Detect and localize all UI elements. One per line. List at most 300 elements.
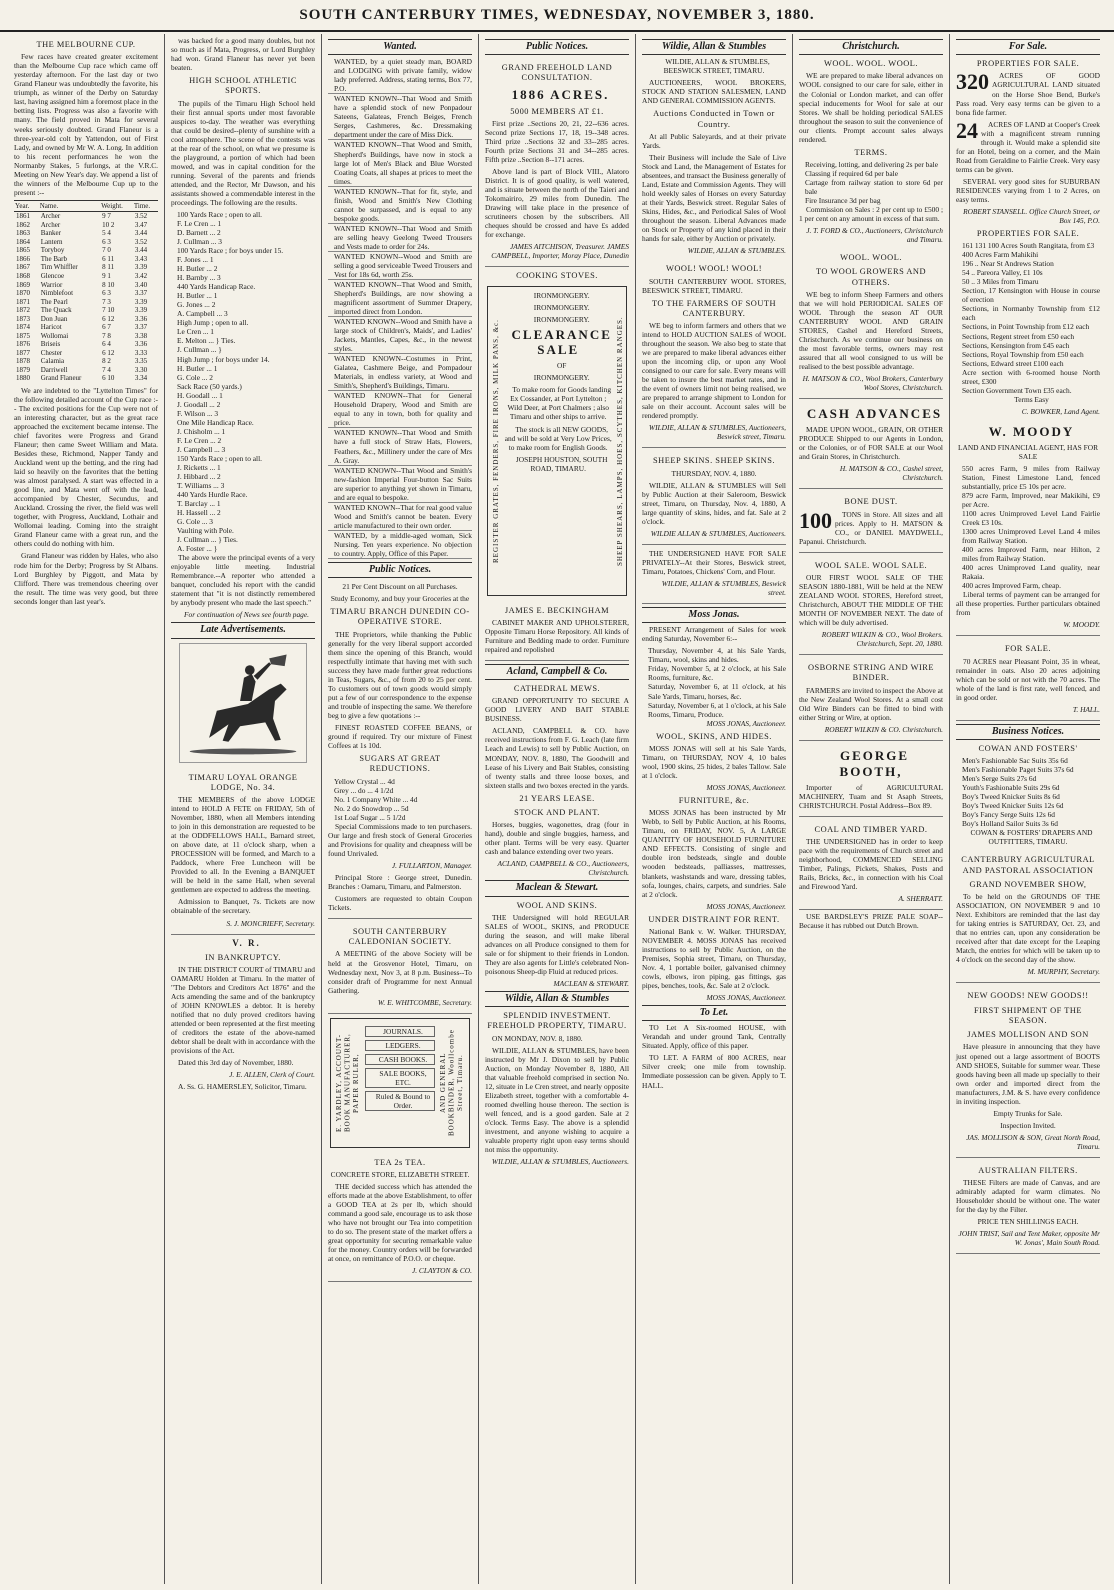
- terms-line: Classing if required 6d per bale: [805, 168, 898, 178]
- sports-results: [171, 210, 315, 553]
- table-row: [14, 374, 158, 383]
- table-cell: 1868: [16, 272, 30, 280]
- ad-body: To make room for Goods landing Ex Cossander, at Port Lyttelton ; Wild Deer, at Port Chalmers ; also Timaru and other ships to arrive.: [507, 385, 612, 422]
- table-cell: Lantern: [40, 237, 63, 246]
- table-cell: 1862: [16, 220, 30, 229]
- price-line: Yellow Crystal ... 4d: [334, 776, 395, 786]
- table-cell: 6 12: [102, 314, 115, 323]
- table-row: [14, 332, 158, 341]
- price-line: Men's Fashionable Paget Suits 37s 6d: [962, 765, 1074, 775]
- ad-body: THE Proprietors, while thanking the Public generally for the very liberal support accorded them since the opening of this Branch, would respectfully intimate that having met with such success they have made further great reductions in Teas, Sugars, &c., of from 20 to 25 per cent. To customers out of town goods would simply put a few of our correspondence to the expense and trouble of inspecting the same. We therefore beg to give a few quotations :--: [328, 629, 472, 720]
- property-line: 400 acres Unimproved Land quality, near Rakaia.: [962, 563, 1100, 582]
- ad-signature: ROBERT STANSELL. Office Church Street, or Box 145, P.O.: [963, 206, 1100, 225]
- table-cell: 7 10: [102, 306, 115, 315]
- stationer-item: JOURNALS.: [365, 1026, 436, 1037]
- table-cell: 1869: [16, 280, 30, 289]
- table-cell: 3.35: [134, 357, 148, 366]
- table-cell: 3.36: [134, 340, 148, 349]
- ad-title: CANTERBURY AGRICULTURAL AND PASTORAL ASSOCIATION: [961, 855, 1095, 875]
- wanted-list: [328, 57, 472, 559]
- price-line: Men's Serge Suits 27s 6d: [962, 774, 1037, 784]
- ad-note: Inspection Invited.: [1000, 1120, 1056, 1130]
- wanted-ad: WANTED KNOWN--Costumes in Print, Galatea, Cashmere Beige, and Pompadour Materials, in endless variety, at Wood and Smith's, Shepherd's Buildings, Timaru.: [328, 354, 472, 391]
- table-header-cell: Weight.: [100, 200, 133, 212]
- wool-sales-ad: [642, 258, 786, 448]
- ad-title: 21 YEARS LEASE.: [519, 793, 595, 803]
- ad-body: WILDIE, ALLAN & STUMBLES, have been instructed by Mr J. Dixon to sell by Public Auction, on Monday November 8, 1880, All that valuable freehold comprised in section No. 12, situate in Le Cren street, and nearly opposite Elizabeth street, together with a comfortable 4-roomed dwelling house thereon. The section is well fenced, and is a good garden. Sale at 2 o'clock. Terms Easy. The above is a splendid investment, and anyone wishing to acquire a valuable property right upon easy terms should not miss the opportunity.: [485, 1045, 629, 1155]
- table-cell: Grand Flaneur: [40, 374, 82, 383]
- column-3: [322, 34, 479, 1584]
- ad-title: TEA 2s TEA.: [374, 1157, 426, 1167]
- table-cell: Chester: [40, 348, 63, 357]
- ad-signature: W. MOODY.: [1063, 620, 1100, 630]
- ad-body: Dated this 3rd day of November, 1880.: [178, 1058, 294, 1068]
- ad-body: TO LET. A FARM of 800 ACRES, near Silver creek; one mile from township. Immediate possession can be given. Apply to T. HALL.: [642, 1053, 786, 1090]
- article-body-2: Grand Flaneur was ridden by Hales, who also rode him for the Derby; Progress by St Albans. Lord Burghley by Piggott, and Mata by Clifford. There was tremendous cheering over the result. The time was very good, but three seconds longer than last year's.: [14, 551, 158, 606]
- ad-body: Liberal terms of payment can be arranged for all these properties. Further particulars obtained from: [956, 590, 1100, 618]
- ad-title: WOOL, SKINS, AND HIDES.: [656, 731, 772, 741]
- table-cell: Darriwell: [40, 365, 68, 374]
- result-line: J. Cullman ... 3: [177, 237, 222, 247]
- ad-body: A MEETING of the above Society will be held at the Grosvenor Hotel, Timaru, on Wednesday next, Nov 3, at 8 p.m. Business--To consider draft of Programme for next Annual Gathering.: [328, 949, 472, 995]
- ad-body: THE Undersigned will hold REGULAR SALES of WOOL, SKINS, and PRODUCE during the season, and will make liberal advances on all Produce consigned to them for sale or for shipment to their friends in London. They are also agents for Little's celebrated Non-poisonous Sheep-dip Fluid at reduced prices.: [485, 912, 629, 976]
- ad-title: AUSTRALIAN FILTERS.: [978, 1165, 1078, 1175]
- ad-signature: J. T. FORD & CO., Auctioneers, Christchurch and Timaru.: [806, 226, 943, 245]
- property-line: Sections, Kensington from £45 each: [962, 340, 1070, 350]
- ad-title: WOOL! WOOL! WOOL!: [665, 264, 763, 274]
- property-line: Sections, Royal Township from £50 each: [962, 349, 1084, 359]
- column-1: [8, 34, 165, 1584]
- result-line: G. Jones ... 2: [177, 300, 216, 310]
- wanted-ad: WANTED KNOWN--That Wood and Smith have a full stock of Straw Hats, Flowers, Feathers, &c., Millinery under the care of Mrs A. Gray.: [328, 428, 472, 465]
- table-row: [14, 238, 158, 247]
- result-line: F. Le Cren ... 2: [177, 435, 222, 445]
- table-row: [14, 289, 158, 298]
- table-cell: 6 3: [102, 289, 111, 298]
- table-cell: 1863: [16, 229, 30, 238]
- ad-title: TO THE FARMERS OF SOUTH CANTERBURY.: [651, 298, 777, 318]
- result-line: 100 Yards Race ; for boys under 15.: [177, 246, 284, 256]
- table-header-cell: Year.: [14, 200, 39, 212]
- ad-title: SHEEP SKINS. SHEEP SKINS.: [653, 456, 775, 466]
- ad-signature: COWAN & FOSTERS' DRAPERS AND OUTFITTERS, TIMARU.: [970, 828, 1093, 847]
- table-row: [14, 349, 158, 358]
- table-cell: 6 3: [102, 237, 111, 246]
- table-row: [14, 340, 158, 349]
- table-cell: Tim Whiffler: [40, 263, 78, 272]
- article-intro: Few races have created greater excitement than the Melbourne Cup race which came off yesterday afternoon. For the last day or two Grand Flaneur was undoubtedly the favorite, his triumph, as winner of the Derby on Saturday last, having assigned him a foremost place in the betting lists. Progress was also a favorite with many. The field proved in Mata for several weeks seriously doubted. Grand Flaneur is a three-year-old colt by Yattendon, out of First Lady, and owned by Mr W. A. Long. In addition to his recent performances he won the Normanby Stakes, 5 furlongs, at the V.R.C. Meeting on New Year's day. We append a list of the winners of the Melbourne Cup up to the present :--: [14, 52, 158, 197]
- table-cell: 3.38: [134, 331, 148, 340]
- table-row: [14, 221, 158, 230]
- table-cell: 9 1: [102, 272, 111, 280]
- wanted-ad: WANTED KNOWN--Wood and Smith are selling a good serviceable Tweed Trousers and Vest for 18s 6d, worth 25s.: [328, 252, 472, 280]
- article-continued: was backed for a good many doubles, but not so much as if Mata, Progress, or Lord Burghley had won. Grand Flaneur has never yet been beaten.: [171, 36, 315, 73]
- section-heading: Wildie, Allan & Stumbles: [642, 39, 786, 55]
- table-cell: 1879: [16, 365, 30, 374]
- ad-body: OUR FIRST WOOL SALE OF THE SEASON 1880-1881, Will be held at the NEW ZEALAND WOOL STORES, Hereford street, Christchurch, ABOUT THE MIDDLE OF THE MONTH OF NOVEMBER NEXT. The date of which will be duly advertised.: [799, 572, 943, 628]
- ad-line: OF: [556, 361, 567, 371]
- property-list: [956, 241, 1100, 395]
- ad-title: COAL AND TIMBER YARD.: [814, 824, 928, 834]
- terms-line: Fire Insurance 3d per bag: [805, 196, 881, 206]
- ad-signature: S. J. MONCRIEFF, Secretary.: [226, 918, 315, 928]
- table-cell: Warrior: [40, 280, 63, 289]
- table-cell: 3.44: [134, 229, 148, 238]
- section-heading: Wanted.: [328, 39, 472, 55]
- table-cell: The Quack: [40, 306, 72, 315]
- sheep-skins-ad: [642, 450, 786, 544]
- section-heading: Business Notices.: [956, 724, 1100, 740]
- ad-signature: MACLEAN & STEWART.: [553, 978, 629, 988]
- result-line: H. Butler ... 1: [177, 363, 218, 373]
- table-cell: 1865: [16, 246, 30, 255]
- ad-line: IRONMONGERY.: [533, 302, 590, 312]
- table-row: [14, 315, 158, 324]
- column-5: [636, 34, 793, 1584]
- result-line: J. Cullman ... }: [177, 345, 222, 355]
- table-cell: 3.52: [134, 212, 148, 221]
- table-cell: 3.44: [134, 246, 148, 255]
- table-cell: 3.37: [134, 323, 148, 332]
- ad-title: TIMARU LOYAL ORANGE LODGE, No. 34.: [188, 772, 298, 792]
- table-cell: 9 7: [102, 212, 111, 221]
- ad-body: MADE UPON WOOL, GRAIN, OR OTHER PRODUCE Shipped to our Agents in London, or the Colonies, or of FOR SALE at our Wool and Grain Stores, in Christchurch.: [799, 425, 943, 462]
- ad-signature: MOSS JONAS, Auctioneer.: [706, 993, 786, 1003]
- table-cell: Haricot: [40, 323, 62, 332]
- result-line: H. Butler ... 2: [177, 264, 218, 274]
- ad-signature: MOSS JONAS, Auctioneer.: [706, 783, 786, 792]
- table-cell: Toryboy: [40, 246, 65, 255]
- ad-signature: MOSS JONAS, Auctioneer.: [706, 718, 786, 728]
- ad-signature: H. MATSON & CO., Cashel street, Christchurch.: [839, 464, 943, 483]
- ad-body: THESE Filters are made of Canvas, and are admirably adapted for warm climates. No Householder should be without one. The water for the day by the Filter.: [956, 1178, 1100, 1215]
- table-row: [14, 281, 158, 290]
- table-cell: 1878: [16, 357, 30, 366]
- for-sale-ad: [956, 638, 1100, 720]
- table-row: [14, 255, 158, 264]
- ad-sub: SOUTH CANTERBURY WOOL STORES, BEESWICK STREET, TIMARU.: [642, 276, 786, 295]
- ad-note: Empty Trunks for Sale.: [993, 1108, 1063, 1118]
- table-cell: 3.43: [134, 254, 148, 263]
- ad-title: PROPERTIES FOR SALE.: [976, 228, 1080, 238]
- property-line: 161 131 100 Acres South Rangitata, from £3: [962, 241, 1095, 251]
- table-cell: 6 4: [102, 340, 111, 349]
- table-cell: 1873: [16, 314, 30, 323]
- property-line: 54 .. Pareora Valley, £1 10s: [962, 268, 1043, 278]
- table-cell: Wollomai: [40, 331, 69, 340]
- property-line: 196 .. Near St Andrews Station: [962, 259, 1054, 269]
- boots-shoes-ad: [956, 985, 1100, 1157]
- table-row: [14, 229, 158, 238]
- horseman-engraving-icon: [180, 649, 306, 757]
- ad-title: STOCK AND PLANT.: [514, 807, 600, 817]
- ad-signature: J. FULLARTON, Manager.: [391, 860, 472, 870]
- ad-signature: MOSS JONAS, Auctioneer.: [706, 901, 786, 911]
- table-cell: 6 10: [102, 374, 115, 383]
- table-cell: 3.36: [134, 314, 148, 323]
- ad-date: THURSDAY, NOV. 4, 1880.: [671, 468, 757, 478]
- table-cell: Archer: [40, 212, 61, 221]
- ad-headline: 21 Per Cent Discount on all Purchases.: [342, 582, 458, 592]
- ad-body: Importer of AGRICULTURAL MACHINERY, Tuam and St Asaph Streets, CHRISTCHURCH. Postal Address--Box 89.: [799, 782, 943, 810]
- ad-number: 24: [956, 117, 978, 143]
- property-line: 550 acres Farm, 9 miles from Railway Station, Finest Limestone Land, fenced substantially, price £5 10s per acre.: [962, 463, 1100, 491]
- ad-address: Principal Store : George street, Dunedin. Branches : Oamaru, Timaru, and Palmerston.: [328, 872, 472, 891]
- price-line: No. 1 Company White ... 4d: [334, 794, 418, 804]
- royal-cipher: V. R.: [232, 937, 261, 948]
- wanted-ad: WANTED KNOWN--That Wood and Smith, Shepherd's Buildings, are now showing a magnificent assortment of Summer Drapery, imported direct from London.: [328, 280, 472, 317]
- ad-body: TO Let A Six-roomed HOUSE, with Verandah and under ground Tank, Centrally Situated. Apply, office of this paper.: [642, 1023, 786, 1051]
- coal-yard-ad: [799, 819, 943, 910]
- table-cell: Archer: [40, 220, 61, 229]
- result-line: A. Campbell ... 3: [177, 309, 228, 319]
- table-cell: 8 10: [102, 280, 115, 289]
- moody-property-list: [956, 464, 1100, 590]
- ad-acres: 1886 ACRES.: [511, 86, 610, 102]
- stationer-item: LEDGERS.: [365, 1040, 436, 1051]
- table-cell: 3.37: [134, 289, 148, 298]
- ad-signature: WILDIE ALLAN & STUMBLES, Auctioneers.: [650, 528, 786, 538]
- property-line: 400 Acres Farm Mahikihi: [962, 250, 1039, 260]
- result-line: H. Goodall ... 1: [177, 390, 223, 400]
- price-line: Men's Fashionable Sac Suits 35s 6d: [962, 756, 1068, 766]
- ad-body: WILDIE, ALLAN & STUMBLES will Sell by Public Auction at their Saleroom, Beswick street, Timaru, on Thursday, Nov. 4, 1880, A large quantity of skins, hides, and fat. Sale at 2 o'clock.: [642, 480, 786, 526]
- table-cell: 3.47: [134, 220, 148, 229]
- ad-title: GRAND FREEHOLD LAND CONSULTATION.: [501, 63, 613, 83]
- property-320: [956, 71, 1100, 119]
- result-line: 100 Yards Race ; open to all.: [177, 210, 262, 219]
- result-line: J. Hibbard ... 2: [177, 471, 221, 481]
- ad-headline: CLEARANCE SALE: [511, 326, 612, 358]
- ad-body: National Bank v. W. Walker. THURSDAY, NOVEMBER 4. MOSS JONAS has received instructions to sell by Public Auction, on the Premises, Sophia street, Timaru, on Thursday, Nov. 4, 1 portable boiler, galvanised chimney cowls, elbows, iron piping, gas fittings, gas pipes, benches, tools, &c. Sale at 2 o'clock.: [642, 926, 786, 991]
- agricultural-show-ad: [956, 849, 1100, 983]
- ad-headline: GEORGE BOOTH,: [839, 747, 910, 779]
- table-cell: 3.39: [134, 297, 148, 306]
- result-line: 150 Yards Race ; open to all.: [177, 453, 262, 463]
- ad-title: WOOL SALE. WOOL SALE.: [814, 560, 928, 570]
- ad-title: JAMES E. BECKINGHAM: [504, 605, 610, 615]
- ad-signature: ROBERT WILKIN & CO. Christchurch.: [824, 724, 943, 734]
- ad-body: Their Business will include the Sale of Live Stock and Land, the Management of Estates for absentees, and transact the Business generally of Land, Estate and Commission Agents. They will hold weekly sales of Horses on every Saturday at their Yards, Beswick street. Regular Sales of Skins, Hides, &c., and Periodical Sales of Wool throughout the season. Liberal Advances made on Stock or Property of any kind placed in their hands for sale, either by Auction or privately.: [642, 152, 786, 244]
- price-line: 1st Loaf Sugar ... 5 1/2d: [334, 812, 406, 822]
- continuation-note: For continuation of News see fourth page.: [183, 610, 310, 620]
- ad-body: ACRES OF LAND at Cooper's Creek with a magnificent stream running through it. Would make a splendid site for an Hotel, being on a corner, and the Main Road from Geraldine to Fairlie Creek. Very easy terms can be given.: [956, 119, 1100, 174]
- article-intro: The pupils of the Timaru High School held their first annual sports under most favorable auspices to-day. The weather was everything that could be desired--plenty of sunshine with a cool atmosphere. The scene of the contests was at the rear of the school, on what we presume is the playground, a portion of which had been mowed, and was in capital condition for the running. Several of the parents and friends attended, and the Rector, Mr Dawson, and his assistants showed a commendable interest in the proceedings. The following are the results.: [171, 98, 315, 207]
- result-line: J. Ricketts ... 1: [177, 462, 221, 472]
- table-cell: 6 7: [102, 323, 111, 332]
- table-cell: 3.39: [134, 263, 148, 272]
- ad-sidebar-right: SHEEP SHEARS, LAMPS, HOES, SCYTHES, KITCHEN RANGES.: [615, 315, 624, 566]
- result-line: J. Goodall ... 2: [177, 399, 221, 409]
- result-line: G. Cole ... 2: [177, 372, 213, 382]
- cooperative-store-ad: [328, 580, 472, 919]
- ad-signature: W. E. WHITCOMBE, Secretary.: [377, 997, 472, 1007]
- wanted-ad: WANTED, by a quiet steady man, BOARD and LODGING with private family, widow lady preferred. Address, stating terms, Box 77, P.O.: [328, 57, 472, 94]
- ad-title: WOOL AND SKINS.: [516, 900, 598, 910]
- price-line: Boy's Tweed Knicker Suits 12s 6d: [962, 801, 1064, 811]
- ad-sub: Study Economy, and buy your Groceries at the: [330, 594, 470, 604]
- ad-sidebar-left: REGISTER GRATES, FENDERS, FIRE IRONS, MILK PANS, &c.: [492, 318, 500, 563]
- ad-body: WE are prepared to make liberal advances on WOOL consigned to our care for sale, either in the Colonial or London market, and can offer special inducements for Wool for sale at our Stores. We shall be holding periodical SALES throughout the season to suit the convenience of our clients. Prompt account sales always rendered.: [799, 71, 943, 144]
- table-cell: 3.42: [134, 272, 148, 280]
- ad-signature: J. E. ALLEN, Clerk of Court.: [229, 1070, 315, 1080]
- ad-signature: M. MURPHY, Secretary.: [1027, 967, 1100, 977]
- wanted-ad: WANTED KNOWN--Wood and Smith have a large stock of Children's, Maids', and Ladies' Jackets, Mantles, Capes, &c., in the newest styles.: [328, 317, 472, 354]
- ad-title: CATHEDRAL MEWS.: [513, 684, 601, 694]
- machinery-ad: [799, 743, 943, 817]
- ad-signature: ACLAND, CAMPBELL & CO., Auctioneers, Christchurch.: [497, 859, 629, 878]
- ad-title: GRAND NOVEMBER SHOW,: [969, 879, 1087, 889]
- ad-title: Auctions Conducted in Town or Country.: [653, 109, 775, 129]
- article-title: THE MELBOURNE CUP.: [36, 40, 136, 49]
- section-heading: To Let.: [642, 1005, 786, 1021]
- table-cell: Don Juan: [40, 314, 68, 323]
- result-line: F. Wilson ... 3: [177, 408, 219, 418]
- ad-body: ACLAND, CAMPBELL & CO. have received instructions from F. G. Leach (late firm Leach and Lewis) to sell by Public Auction, on MONDAY, NOV. 8, 1880, The Goodwill and Lease of his Livery and Bait Stables, consisting of twenty stalls and three loose boxes, and sixteen stalls and two boxes erected in the yards.: [485, 726, 629, 790]
- ad-title: WOOL. WOOL.: [840, 253, 902, 263]
- ad-body: First prize ..Sections 20, 21, 22--636 acres. Second prize Sections 17, 18, 19--348 acres. Third prize ..Sections 32 and 33--285 acres. Fourth prize Sections 31 and 34--285 acres. Fifth prize ..Section 8--171 acres.: [485, 118, 629, 164]
- table-cell: 1877: [16, 348, 30, 357]
- article-title: HIGH SCHOOL ATHLETIC SPORTS.: [189, 76, 297, 96]
- ad-title: SOUTH CANTERBURY CALEDONIAN SOCIETY.: [348, 926, 452, 947]
- section-heading: Wildie, Allan & Stumbles: [485, 991, 629, 1007]
- table-row: [14, 357, 158, 366]
- result-line: High Jump ; open to all.: [177, 318, 249, 328]
- ad-body: MOSS JONAS has been instructed by Mr Webb, to Sell by Public Auction, at his Rooms, Timaru, on FRIDAY, NOV. 5, A LARGE QUANTITY OF HOUSEHOLD FURNITURE AND EFFECTS. Consisting of single and double iron bedsteads, single and double wooden bedsteads, palliasses, mattresses, blankets, washstands and ware, dressing tables, sofa, lounges, chairs, carpets, and sundries. Sale at 2 o'clock.: [642, 808, 786, 899]
- section-heading: Maclean & Stewart.: [485, 880, 629, 896]
- price-line: Grey ... do ... 4 1/2d: [334, 785, 394, 795]
- ad-body: ACRES OF GOOD AGRICULTURAL LAND situated on the Horse Shoe Bend, Burke's Pass road. Very easy terms can be given to a bona fide farmer.: [956, 71, 1100, 117]
- ad-headline: W. MOODY: [988, 423, 1075, 439]
- property-line: Sections, Regent street from £50 each: [962, 331, 1075, 341]
- section-heading: Late Advertisements.: [171, 622, 315, 638]
- ad-signature: JAS. MOLLISON & SON, Great North Road, Timaru.: [966, 1132, 1100, 1151]
- column-2: [165, 34, 322, 1584]
- property-24: [956, 117, 1100, 177]
- cowan-price-list: [956, 756, 1100, 828]
- wanted-ad: WANTED KNOWN--That for real good value Wood and Smith's cannot be beaten. Every article manufactured to their own order.: [328, 503, 472, 531]
- ad-signature: T. HALL.: [1072, 704, 1100, 714]
- property-line: Sections, in Normanby Township from £12 each: [962, 304, 1100, 323]
- section-heading: Acland, Campbell & Co.: [485, 664, 629, 680]
- property-line: 1100 acres Unimproved Level Land Fairlie Creek £3 10s.: [962, 508, 1100, 527]
- table-cell: 8 2: [102, 357, 111, 366]
- stationer-name: E. YARDLEY, ACCOUNT-BOOK MANUFACTURER, PAPER RULER,: [335, 1033, 361, 1133]
- sales-schedule: [642, 646, 786, 718]
- binder-ad: [799, 657, 943, 741]
- sale-day: Saturday, November 6, at 11 o'clock, at his Sale Yards, Timaru, horses, &c.: [648, 682, 786, 701]
- ad-body: Above land is part of Block VIII., Alatoro District. It is of good quality, is well watered, and is situate between the north of the Taieri and Tokomairiro, 29 miles from Dunedin. The Drawing will take place in the presence of scrutineers chosen by the subscribers. All cheques should be crossed and have £s added for exchange.: [485, 166, 629, 240]
- table-cell: 3.30: [134, 365, 148, 374]
- ad-title: FURNITURE, &c.: [678, 796, 750, 806]
- masthead: SOUTH CANTERBURY TIMES, WEDNESDAY, NOVEMBER 3, 1880.: [0, 0, 1114, 32]
- ad-line: IRONMONGERY.: [533, 373, 590, 383]
- table-cell: 3.52: [134, 237, 148, 246]
- table-header-cell: Name.: [39, 200, 100, 212]
- table-cell: 7 8: [102, 331, 111, 340]
- stationer-item: SALE BOOKS, ETC.: [365, 1068, 436, 1088]
- land-consultation-ad: [485, 57, 629, 267]
- property-line: 879 acre Farm, Improved, near Makikihi, £9 per Acre.: [962, 490, 1100, 509]
- table-cell: 1880: [16, 374, 30, 383]
- price-line: Youth's Fashionable Suits 29s 6d: [962, 783, 1060, 793]
- ad-title: SUGARS AT GREAT REDUCTIONS.: [359, 754, 441, 774]
- result-line: F. Jones ... 1: [177, 255, 214, 265]
- ad-sub: LAND AND FINANCIAL AGENT, HAS FOR SALE: [957, 442, 1098, 461]
- ad-signature: JOHN TRIST, Sail and Tent Maker, opposite Mr W. Jonas', Main South Road.: [958, 1229, 1100, 1248]
- soap-ad: USE BARDSLEY'S PRIZE PALE SOAP--Because it has rubbed out Dutch Brown.: [799, 912, 943, 931]
- property-line: Section Government Town £35 each.: [962, 385, 1072, 395]
- section-heading: Moss Jonas.: [642, 607, 786, 623]
- table-cell: Calamia: [40, 357, 65, 366]
- ad-body: MOSS JONAS will sell at his Sale Yards, Timaru, on THURSDAY, NOV 4, 10 bales wool, 1900 skins, 25 hides, 2 bales Tallow. Sale at 1 o'clock.: [642, 743, 786, 780]
- result-line: 440 Yards Handicap Race.: [177, 282, 256, 292]
- ad-body: THE MEMBERS of the above LODGE intend to HOLD A FETE on FRIDAY, 5th of November, 1880, when all Members intending to join in this demonstration are requested to be at the ODDFELLOWS HALL, Barnard street, on above date, at 11 o'clock sharp, when a PROCESSION will be formed, and March to a Paddock, where Free Luncheon will be Provided to all. In the Evening a BANQUET will be held in the same Hall, when several gentlemen are expected to address the meeting.: [171, 795, 315, 895]
- result-line: F. Le Cren ... 1: [177, 219, 222, 229]
- moody-ad: [956, 419, 1100, 636]
- result-line: High Jump ; for boys under 14.: [177, 354, 270, 364]
- ad-title: IN BANKRUPTCY.: [205, 952, 281, 962]
- ad-body: FARMERS are invited to inspect the Above at the New Zealand Wool Stores. At a small cost Old Wire Binders can be fitted to bind with either String or Wire, at option.: [799, 685, 943, 722]
- table-cell: 6 11: [102, 254, 115, 263]
- table-cell: 3.40: [134, 280, 148, 289]
- property-line: 50 .. 3 Miles from Timaru: [962, 277, 1039, 287]
- result-line: H. Butler ... 1: [177, 291, 218, 301]
- sale-day: Thursday, November 4, at his Sale Yards, Timaru, wool, skins and hides.: [648, 646, 786, 665]
- filters-ad: [956, 1160, 1100, 1254]
- section-heading: Christchurch.: [799, 39, 943, 55]
- ad-body: Admission to Banquet, 7s. Tickets are now obtainable of the secretary.: [171, 897, 315, 916]
- ad-date: ON MONDAY, NOV. 8, 1880.: [492, 1033, 583, 1043]
- result-line: G. Cole ... 3: [177, 517, 213, 527]
- result-line: 440 Yards Hurdle Race.: [177, 489, 248, 499]
- table-cell: 7 4: [102, 365, 111, 374]
- result-line: Vaulting with Pole.: [177, 526, 234, 536]
- ad-signature: JOSEPH HOUSTON, SOUTH ROAD, TIMARU.: [515, 454, 608, 473]
- table-cell: 6 12: [102, 348, 115, 357]
- table-cell: 1876: [16, 340, 30, 349]
- result-line: T. Barclay ... 1: [177, 499, 221, 508]
- column-4: [479, 34, 636, 1584]
- wanted-ad: WANTED KNOWN--That for General Household Drapery, Wood and Smith are equal to any in town, both for quality and price.: [328, 391, 472, 428]
- article-body: We are indebted to the "Lyttelton Times" for the following detailed account of the Cup race :-- The excited positions for the Cup were not of an interesting character, but as the great race approached the excitement became intense. The chief favorites were Progress and Grand Flaneur; then came Sweet William and Mata. Besides these, Richmond, Napper Tandy and Auckland went up the betting, and the ring had laid so heavily on the favorites that the betting was almost paralysed. A start was effected in a good line, and Mata went off with the lead, accompanied by Chester, Secundus, and Auckland. Crossing the river, the field was well together, with Progress, Auckland, Lothair and Wollomai leading. Coming into the straight Grand Flaneur came with a great run, and the others could do nothing with him.: [14, 385, 158, 549]
- sale-day: Friday, November 5, at 2 o'clock, at his Sale Rooms, furniture, &c.: [648, 664, 786, 683]
- sugar-price-list: [328, 777, 472, 822]
- ad-title: BONE DUST.: [844, 497, 898, 507]
- property-line: 400 acres Improved Farm, cheap.: [962, 581, 1061, 591]
- ad-title: JAMES MOLLISON AND SON: [967, 1030, 1089, 1040]
- wanted-ad: WANTED KNOWN--That Wood and Smith have a splendid stock of new Ponpadour Sateens, Galateas, French Beiges, French Serges, Cashmeres, &c. Dressmaking department under the care of Miss Dick.: [328, 94, 472, 140]
- ad-body: THE UNDERSIGNED has in order to keep pace with the requirements of Church street and neighborhood, COMMENCED SELLING Timber, Palings, Pickets, Shakes, Posts and Rails, Bricks, &c., in connection with his Coal and Firewood Yard.: [799, 836, 943, 892]
- wanted-ad: WANTED, by a middle-aged woman, Sick Nursing. Ten years experience. No objection to country. Apply, Office of this Paper.: [328, 531, 472, 559]
- result-line: E. Melton ... } Ties.: [177, 336, 236, 346]
- ad-signature: WILDIE, ALLAN & STUMBLES, Auctioneers, Beswick street, Timaru.: [648, 423, 786, 442]
- stationer-address: AND GENERAL BOOKBINDER, Woollcombe Street, Timaru.: [439, 1029, 465, 1137]
- table-row: [14, 263, 158, 272]
- ad-note: Terms Easy: [1014, 394, 1049, 404]
- table-cell: The Pearl: [40, 297, 68, 306]
- cup-winners-table: [14, 200, 158, 383]
- ad-title: COOKING STOVES.: [516, 271, 598, 281]
- ad-body: WE beg to inform Sheep Farmers and others that we will hold PERIODICAL SALES OF WOOL Through the season AT OUR CANTERBURY WOOL AND GRAIN STORES, Cashel and Hereford Streets, Christchurch. As we continue our business on the most favorable terms, owners may rest assured that all wool consigned to us will be realised to the best possible advantage.: [799, 289, 943, 372]
- result-line: T. Williams ... 3: [177, 480, 225, 490]
- columns: [8, 34, 1106, 1584]
- stationer-items: [365, 1023, 436, 1143]
- section-heading: Public Notices.: [485, 39, 629, 55]
- table-row: [14, 298, 158, 307]
- table-row: [14, 272, 158, 281]
- ad-note: Customers are requested to obtain Coupon Tickets.: [328, 893, 472, 912]
